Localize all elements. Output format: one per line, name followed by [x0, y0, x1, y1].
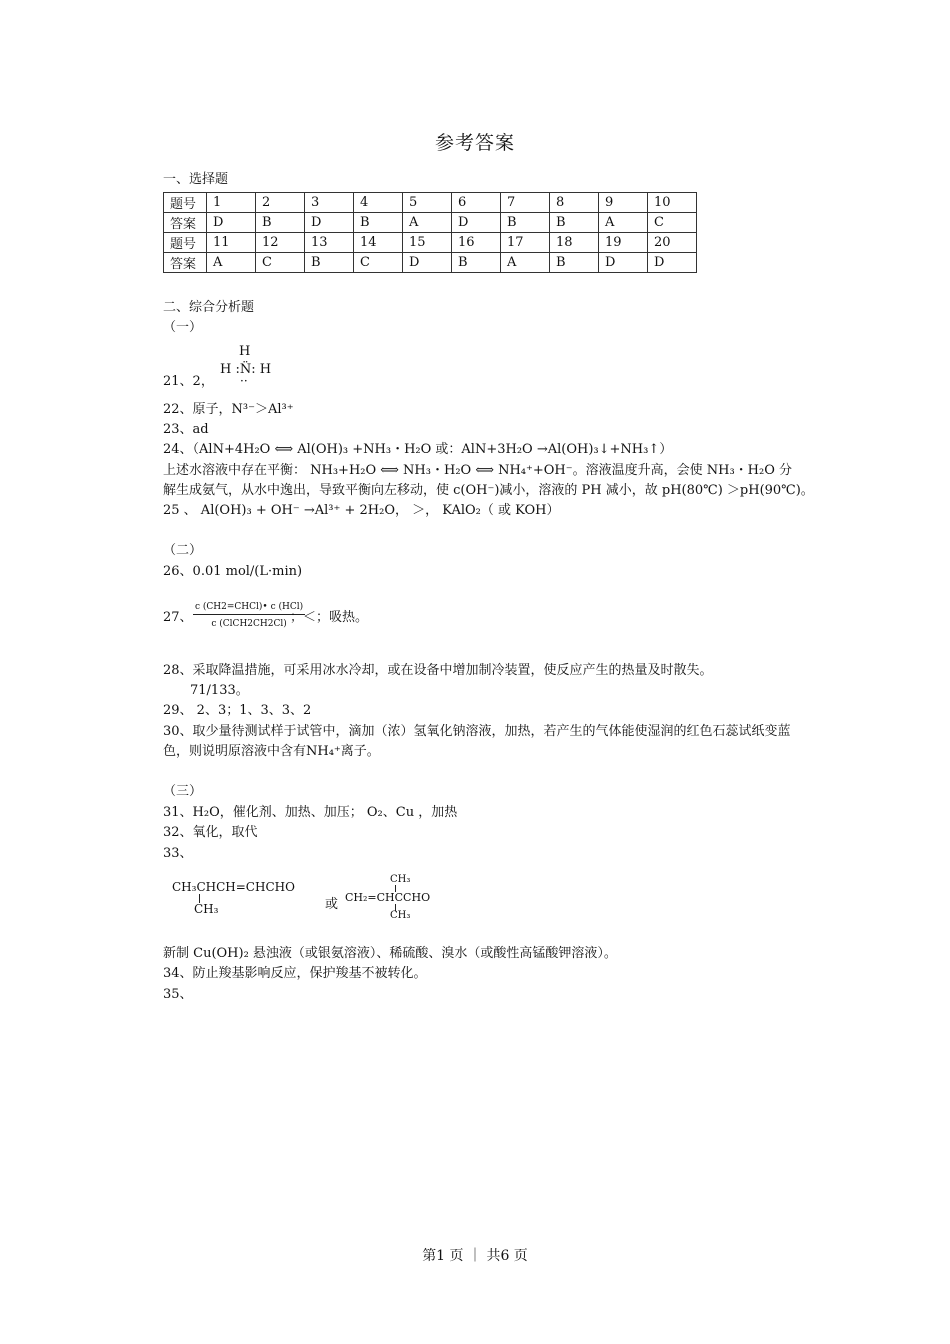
table-cell: 18 [550, 233, 599, 253]
page-footer: 第1 页 ｜ 共6 页 [422, 1248, 528, 1264]
table-row [164, 253, 697, 273]
answer-28b: 71/133。 [190, 683, 249, 698]
part-1-heading: （一） [163, 320, 203, 335]
table-row-header: 答案 [164, 213, 207, 233]
table-cell: 19 [599, 233, 648, 253]
answer-33: 33、 [163, 846, 193, 861]
section-analysis-heading: 二、综合分析题 [163, 300, 255, 315]
answer-27-prefix: 27、 [163, 610, 193, 625]
table-cell: D [207, 213, 256, 233]
answer-26: 26、0.01 mol/(L·min) [163, 564, 303, 579]
struct1-main-chain: CH₃CHCH=CHCHO [172, 880, 295, 894]
table-row [164, 193, 697, 213]
table-cell: 15 [403, 233, 452, 253]
fraction-denominator: c (ClCH2CH2Cl) [211, 619, 287, 629]
table-cell: A [207, 253, 256, 273]
table-cell: C [354, 253, 403, 273]
table-cell: D [452, 213, 501, 233]
table-row-header: 答案 [164, 253, 207, 273]
struct-row: H :N̈: H [220, 362, 272, 377]
table-cell: 13 [305, 233, 354, 253]
table-cell: D [648, 253, 697, 273]
table-cell: 20 [648, 233, 697, 253]
struct1-substituent: CH₃ [194, 902, 219, 916]
table-cell: D [599, 253, 648, 273]
table-cell: 3 [305, 193, 354, 213]
table-cell: B [452, 253, 501, 273]
answer-35: 35、 [163, 987, 193, 1002]
table-cell: 1 [207, 193, 256, 213]
table-cell: A [599, 213, 648, 233]
table-cell: 10 [648, 193, 697, 213]
answer-32: 32、氧化，取代 [163, 825, 258, 840]
struct-h-top: H [239, 344, 251, 359]
table-cell: D [403, 253, 452, 273]
table-cell: 14 [354, 233, 403, 253]
table-row [164, 233, 697, 253]
or-label: 或 [325, 897, 339, 912]
section-choice-heading: 一、选择题 [163, 172, 229, 187]
table-cell: 9 [599, 193, 648, 213]
answer-34: 34、防止羧基影响反应，保护羧基不被转化。 [163, 966, 427, 981]
page-title: 参考答案 [434, 132, 515, 154]
struct2-main-chain: CH₂=CHCCHO [345, 891, 431, 904]
table-row-header: 题号 [164, 193, 207, 213]
table-cell: 7 [501, 193, 550, 213]
equilibrium-constant-fraction [193, 602, 305, 629]
table-cell: 2 [256, 193, 305, 213]
part-3-heading: （三） [163, 784, 203, 799]
table-cell: D [305, 213, 354, 233]
table-row-header: 题号 [164, 233, 207, 253]
struct-dots: ·· [240, 374, 248, 388]
answer-25: 25 、 Al(OH)₃ + OH⁻ →Al³⁺ + 2H₂O， ＞， KAlO₂（ 或 KOH） [163, 503, 560, 518]
answer-33-reagents: 新制 Cu(OH)₂ 悬浊液（或银氨溶液）、稀硫酸、溴水（或酸性高锰酸钾溶液）。 [163, 946, 617, 961]
struct2-top-methyl: CH₃ [390, 874, 411, 885]
table-row [164, 213, 697, 233]
table-cell: B [550, 213, 599, 233]
table-cell: 16 [452, 233, 501, 253]
table-cell: B [501, 213, 550, 233]
table-cell: 6 [452, 193, 501, 213]
answer-21: 21、2， [163, 374, 214, 389]
answer-24: 24、（AlN+4H₂O ⟺ Al(OH)₃ +NH₃・H₂O 或：AlN+3H₂O →Al(OH)₃↓+NH₃↑） [163, 442, 673, 457]
table-cell: 4 [354, 193, 403, 213]
table-cell: 17 [501, 233, 550, 253]
answer-30b: 色，则说明原溶液中含有NH₄⁺离子。 [163, 744, 380, 759]
answer-24-line3: 解生成氨气，从水中逸出，导致平衡向左移动，使 c(OH⁻)减小，溶液的 PH 减小，故 pH(80℃) ＞pH(90℃)。 [163, 483, 814, 498]
fraction-numerator: c (CH2=CHCl)• c (HCl) [193, 602, 305, 615]
table-cell: 8 [550, 193, 599, 213]
table-cell: B [256, 213, 305, 233]
table-cell: A [403, 213, 452, 233]
answer-23: 23、ad [163, 422, 209, 437]
answer-30: 30、取少量待测试样于试管中，滴加（浓）氢氧化钠溶液，加热，若产生的气体能使湿润的红色石蕊试纸变蓝 [163, 724, 791, 739]
answer-29: 29、 2、3；1、3、3、2 [163, 703, 312, 718]
table-cell: C [256, 253, 305, 273]
answer-table [163, 192, 697, 273]
table-cell: B [354, 213, 403, 233]
answer-27-suffix: ；＜；吸热。 [290, 610, 369, 625]
table-cell: 12 [256, 233, 305, 253]
table-cell: B [550, 253, 599, 273]
table-cell: 11 [207, 233, 256, 253]
table-cell: 5 [403, 193, 452, 213]
answer-28: 28、采取降温措施，可采用冰水冷却，或在设备中增加制冷装置，使反应产生的热量及时散失。 [163, 663, 713, 678]
answer-24-line2: 上述水溶液中存在平衡： NH₃+H₂O ⟺ NH₃・H₂O ⟺ NH₄⁺+OH⁻。溶液温度升高，会使 NH₃・H₂O 分 [163, 463, 793, 478]
table-cell: A [501, 253, 550, 273]
answer-31: 31、H₂O，催化剂、加热、加压； O₂、Cu ，加热 [163, 805, 458, 820]
table-cell: C [648, 213, 697, 233]
answer-22: 22、原子，N³⁻＞Al³⁺ [163, 402, 294, 417]
part-2-heading: （二） [163, 543, 203, 558]
table-cell: B [305, 253, 354, 273]
struct2-bottom-methyl: CH₃ [390, 910, 411, 921]
